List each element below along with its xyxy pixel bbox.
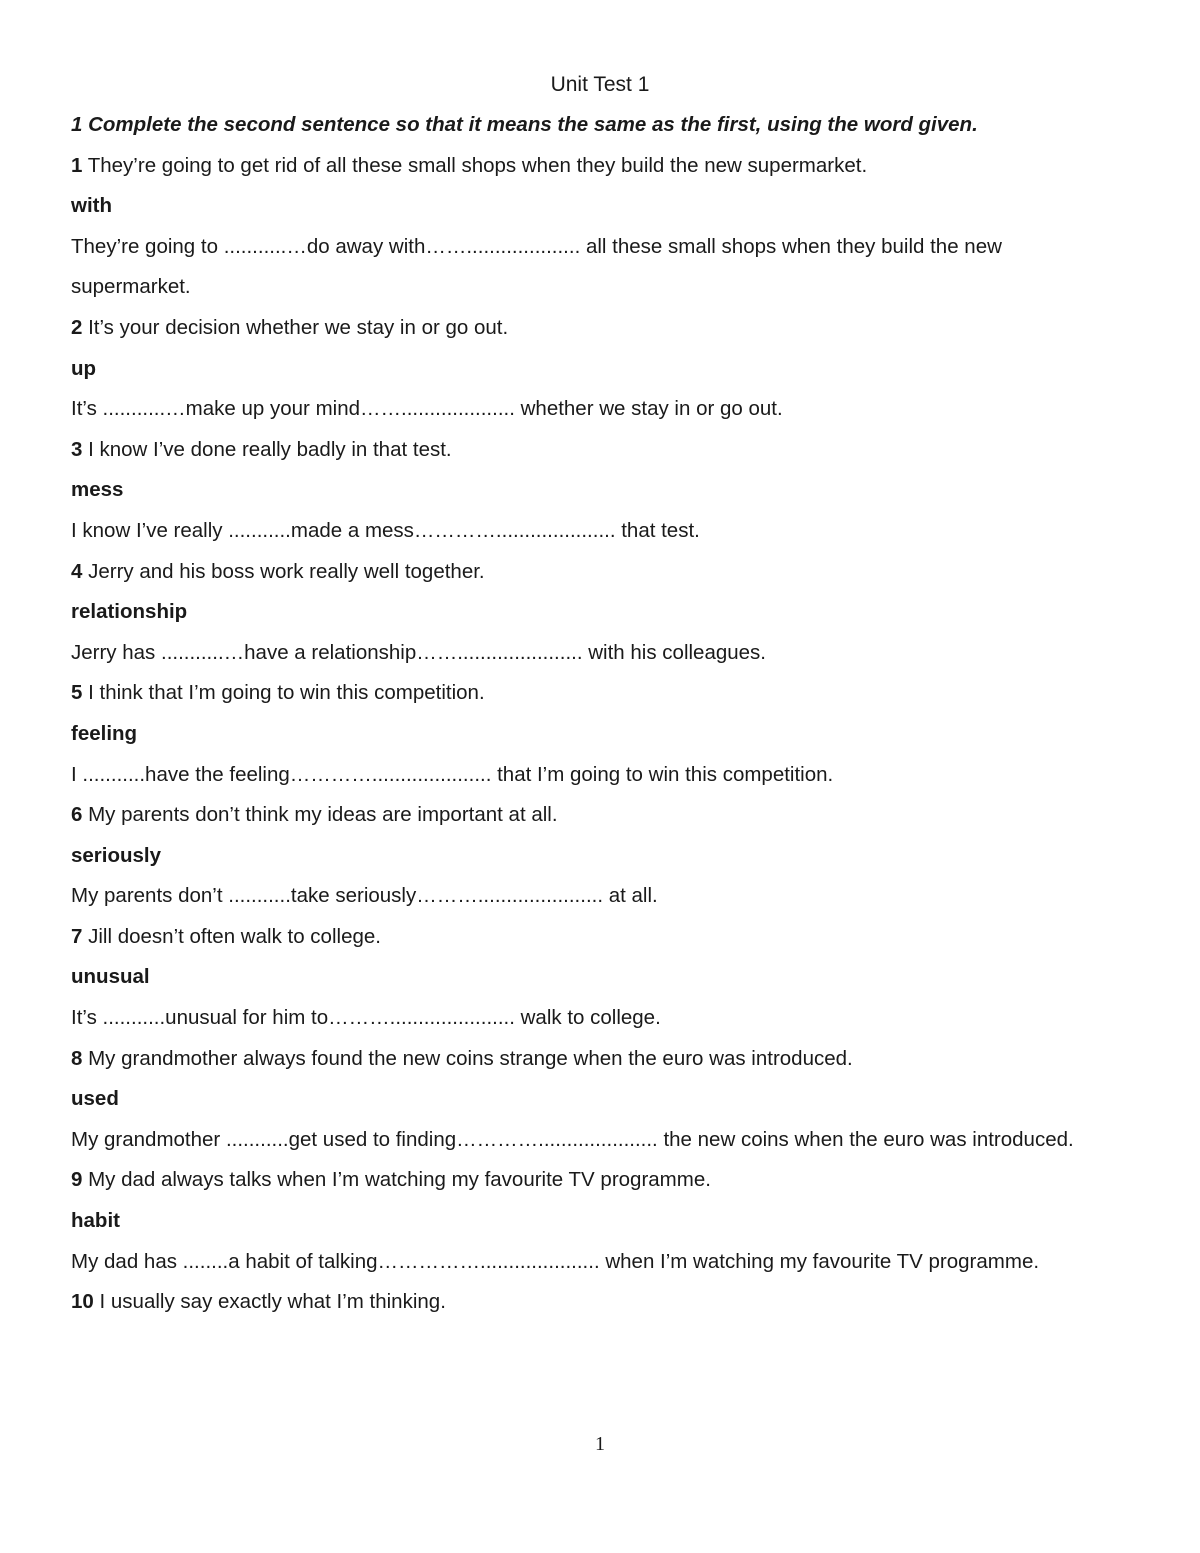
item-4-keyword: relationship [71, 600, 188, 624]
item-6-answer: My parents don’t ...........take seriously………...................... at all. [71, 884, 658, 908]
item-number: 4 [71, 559, 83, 583]
item-3-keyword: mess [71, 478, 124, 502]
item-number: 2 [71, 315, 83, 339]
item-5-answer: I ...........have the feeling…………..................... that I’m going to win this competition. [71, 762, 834, 786]
item-4-sentence [71, 552, 1121, 593]
original-sentence: My dad always talks when I’m watching my favourite TV programme. [88, 1168, 711, 1192]
page-number: 1 [595, 1433, 605, 1455]
original-sentence: It’s your decision whether we stay in or go out. [88, 315, 509, 339]
item-2-answer: It’s ...........…make up your mind…….................... whether we stay in or go out. [71, 397, 783, 421]
item-1-answer: They’re going to ...........…do away with…….................... all these small shops when they build the new supermarket. [71, 234, 1002, 299]
item-9-sentence [71, 1160, 1121, 1201]
item-number: 8 [71, 1046, 83, 1070]
item-number: 1 [71, 153, 83, 177]
item-5-sentence [71, 673, 1121, 714]
item-1-sentence [71, 146, 1121, 187]
item-8-keyword: used [71, 1087, 119, 1111]
item-number: 9 [71, 1168, 83, 1192]
document-body [71, 105, 1121, 1323]
item-3-answer: I know I’ve really ...........made a mess…………..................... that test. [71, 518, 700, 542]
item-7-answer: It’s ...........unusual for him to………...................... walk to college. [71, 1006, 661, 1030]
original-sentence: I know I’ve done really badly in that test. [88, 437, 452, 461]
item-6-keyword: seriously [71, 843, 162, 867]
original-sentence: I think that I’m going to win this competition. [88, 681, 485, 705]
item-10-sentence [71, 1282, 1121, 1323]
original-sentence: My parents don’t think my ideas are important at all. [88, 803, 558, 827]
item-5-keyword: feeling [71, 721, 138, 745]
original-sentence: They’re going to get rid of all these small shops when they build the new supermarket. [87, 153, 868, 177]
item-3-sentence [71, 430, 1121, 471]
item-2-sentence [71, 308, 1121, 349]
item-number: 10 [71, 1290, 94, 1314]
original-sentence: Jerry and his boss work really well together. [88, 559, 485, 583]
original-sentence: Jill doesn’t often walk to college. [88, 924, 381, 948]
item-2-keyword: up [71, 356, 97, 380]
exercise-instruction: 1 Complete the second sentence so that it means the same as the first, using the word given. [71, 113, 978, 136]
page-title: Unit Test 1 [550, 73, 650, 96]
item-9-keyword: habit [71, 1209, 120, 1233]
item-number: 5 [71, 681, 83, 705]
item-number: 3 [71, 437, 83, 461]
item-9-answer: My dad has ........a habit of talking……………..................... when I’m watching my favourite TV programme. [71, 1249, 1040, 1273]
item-8-answer: My grandmother ...........get used to finding…………..................... the new coins when the euro was introduced. [71, 1127, 1074, 1151]
item-6-sentence [71, 795, 1121, 836]
item-4-answer: Jerry has ...........…have a relationship……...................... with his colleagues. [71, 640, 766, 664]
item-7-sentence [71, 917, 1121, 958]
item-number: 6 [71, 803, 83, 827]
item-7-keyword: unusual [71, 965, 150, 989]
item-1-keyword: with [71, 194, 112, 218]
original-sentence: I usually say exactly what I’m thinking. [99, 1290, 446, 1314]
original-sentence: My grandmother always found the new coins strange when the euro was introduced. [88, 1046, 853, 1070]
item-number: 7 [71, 924, 83, 948]
item-8-sentence [71, 1039, 1121, 1080]
